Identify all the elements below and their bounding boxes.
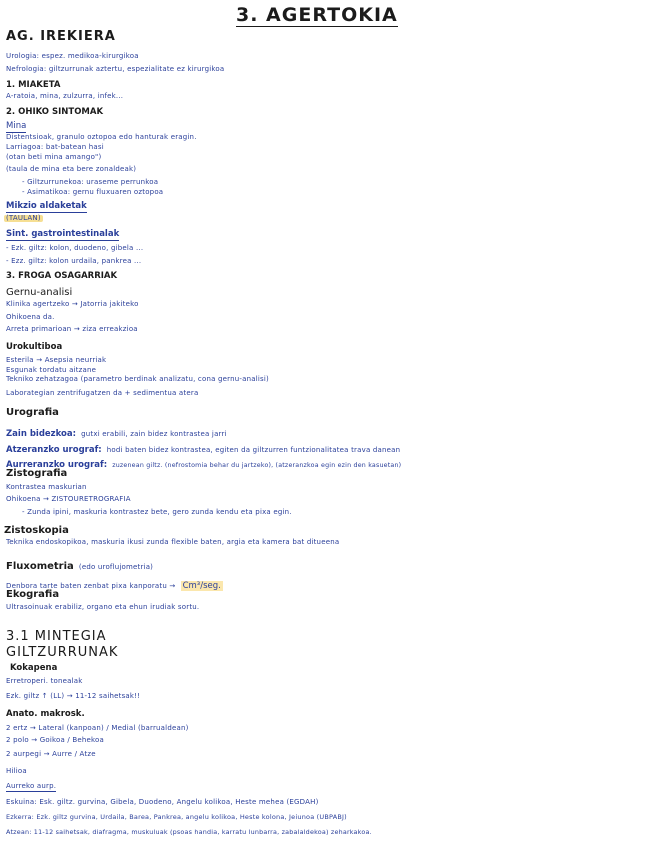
subheading-anato: Anato. makrosk. xyxy=(6,709,85,719)
heading-ohiko-sintomak: 2. OHIKO SINTOMAK xyxy=(6,107,104,117)
text-ezkerra: Ezkerra: Ezk. giltz gurvina, Urdaila, Barea, Pankrea, angelu kolikoa, Heste kolona, Jeiunoa (UBPABJ) xyxy=(6,813,347,821)
row-atzeranzko xyxy=(6,439,400,455)
text-ultrasoinuak: Ultrasoinuak erabiliz, organo eta ehun irudiak sortu. xyxy=(6,603,200,611)
subheading-urografia: Urografia xyxy=(6,407,59,418)
highlight-units: Cm³/seg. xyxy=(182,581,221,591)
text-hilioa: Hilioa xyxy=(6,767,27,775)
subheading-zistoskopia: Zistoskopia xyxy=(4,525,69,536)
text-kontrastea: Kontrastea maskurian xyxy=(6,483,87,491)
subheading-mikzio: Mikzio aldaketak xyxy=(6,201,87,211)
text-atzeranzko: hodi baten bidez kontrastea, egiten da giltzurren funtzionalitatea trava danean xyxy=(106,446,401,454)
text-zain-bidezkoa: gutxi erabili, zain bidez kontrastea jarri xyxy=(81,430,227,438)
text-erretroperitonealak: Erretroperi. tonealak xyxy=(6,677,83,685)
text-ohikoena-z: Ohikoena → ZISTOURETROGRAFIA xyxy=(6,495,131,503)
heading-froga: 3. FROGA OSAGARRIAK xyxy=(6,271,118,281)
heading-miaketa: 1. MIAKETA xyxy=(6,80,61,90)
text-esgunak: Esgunak tordatu aitzane xyxy=(6,366,97,374)
text-esterila: Esterila → Asepsia neurriak xyxy=(6,356,107,364)
section-heading-giltzurrunak: GILTZURRUNAK xyxy=(6,645,119,660)
label-atzeranzko: Atzeranzko urograf: xyxy=(6,445,102,455)
section-heading-ag-irekiera: AG. IREKIERA xyxy=(6,29,116,44)
label-zain-bidezkoa: Zain bidezkoa: xyxy=(6,429,77,439)
text-tekniko: Tekniko zehatzagoa (parametro berdinak analizatu, cona gernu-analisi) xyxy=(6,375,269,383)
label-aurreranzko: Aurreranzko urograf: xyxy=(6,460,108,470)
text-klinika: Klinika agertzeko → Jatorria jakiteko xyxy=(6,300,139,308)
subheading-gernu-analisi: Gernu-analisi xyxy=(6,287,73,298)
row-zain-bidezkoa xyxy=(6,423,227,439)
text-larriagoa: Larriagoa: bat-batean hasi xyxy=(6,143,104,151)
text-teknika-endo: Teknika endoskopikoa, maskuria ikusi zunda flexible baten, argia eta kamera bat ditueena xyxy=(6,538,340,546)
text-urologia: Urologia: espez. medikoa-kirurgikoa xyxy=(6,52,139,60)
subheading-sint-gastro: Sint. gastrointestinalak xyxy=(6,229,120,239)
text-ezk-giltz: Ezk. giltz ↑ (LL) → 11-12 saihetsak!! xyxy=(6,692,141,700)
subheading-kokapena: Kokapena xyxy=(10,663,58,673)
text-ohikoena: Ohikoena da. xyxy=(6,313,55,321)
text-giltzurrunekoa: - Giltzurrunekoa: uraseme perrunkoa xyxy=(22,178,159,186)
text-asimatikoa: - Asimatikoa: gernu fluxuaren oztopoa xyxy=(22,188,164,196)
subheading-ekografia: Ekografia xyxy=(6,589,60,600)
text-two-polo: 2 polo → Goikoa / Behekoa xyxy=(6,736,105,744)
text-nefrologia: Nefrologia: giltzurrunak aztertu, espezialitate ez kirurgikoa xyxy=(6,65,225,73)
note-taulan: (TAULAN) xyxy=(6,214,41,222)
text-miaketa-items: A-ratoia, mina, zulzurra, infek... xyxy=(6,92,124,100)
subheading-urokultiboa: Urokultiboa xyxy=(6,342,63,352)
text-two-aurpegi: 2 aurpegi → Aurre / Atze xyxy=(6,750,96,758)
page-title: 3. AGERTOKIA xyxy=(236,4,398,26)
text-ezk: - Ezk. giltz: kolon, duodeno, gibela ... xyxy=(6,244,144,252)
text-fluxometria-sub: (edo uroflujometria) xyxy=(78,563,154,571)
row-fluxometria xyxy=(6,556,153,572)
text-ezz: - Ezz. giltz: kolon urdaila, pankrea ... xyxy=(6,257,142,265)
text-distentsioak: Distentsioak, granulo oztopoa edo hanturak eragin. xyxy=(6,133,197,141)
text-otan-beti: (otan beti mina amango") xyxy=(6,153,102,161)
text-aurreko-aurp: Aurreko aurp. xyxy=(6,782,57,790)
text-taula-mina: (taula de mina eta bere zonaldeak) xyxy=(6,165,137,173)
text-aurreranzko: zuzenean giltz. (nefrostomia behar du jartzeko), (atzeranzkoa egin ezin den kasuetan) xyxy=(112,462,402,469)
section-heading-mintegia: 3.1 MINTEGIA xyxy=(6,629,107,644)
text-atzean: Atzean: 11-12 saihetsak, diafragma, muskuluak (psoas handia, karratu lunbarra, zabalaldekoa) zeharkakoa. xyxy=(6,828,372,836)
subheading-zistografia: Zistografia xyxy=(6,468,68,479)
subheading-mina: Mina xyxy=(6,121,27,131)
text-arreta: Arreta primarioan → ziza erreakzioa xyxy=(6,325,138,333)
text-eskuina: Eskuina: Esk. giltz. gurvina, Gibela, Duodeno, Angelu kolikoa, Heste mehea (EGDAH) xyxy=(6,798,319,806)
text-two-ertz: 2 ertz → Lateral (kanpoan) / Medial (barrualdean) xyxy=(6,724,189,732)
subheading-fluxometria: Fluxometria xyxy=(6,561,74,572)
text-laborategian: Laborategian zentrifugatzen da + sedimentua atera xyxy=(6,389,199,397)
text-denbora: Denbora tarte baten zenbat pixa kanporatu → xyxy=(6,582,176,590)
text-zunda: - Zunda ipini, maskuria kontrastez bete, gero zunda kendu eta pixa egin. xyxy=(22,508,292,516)
